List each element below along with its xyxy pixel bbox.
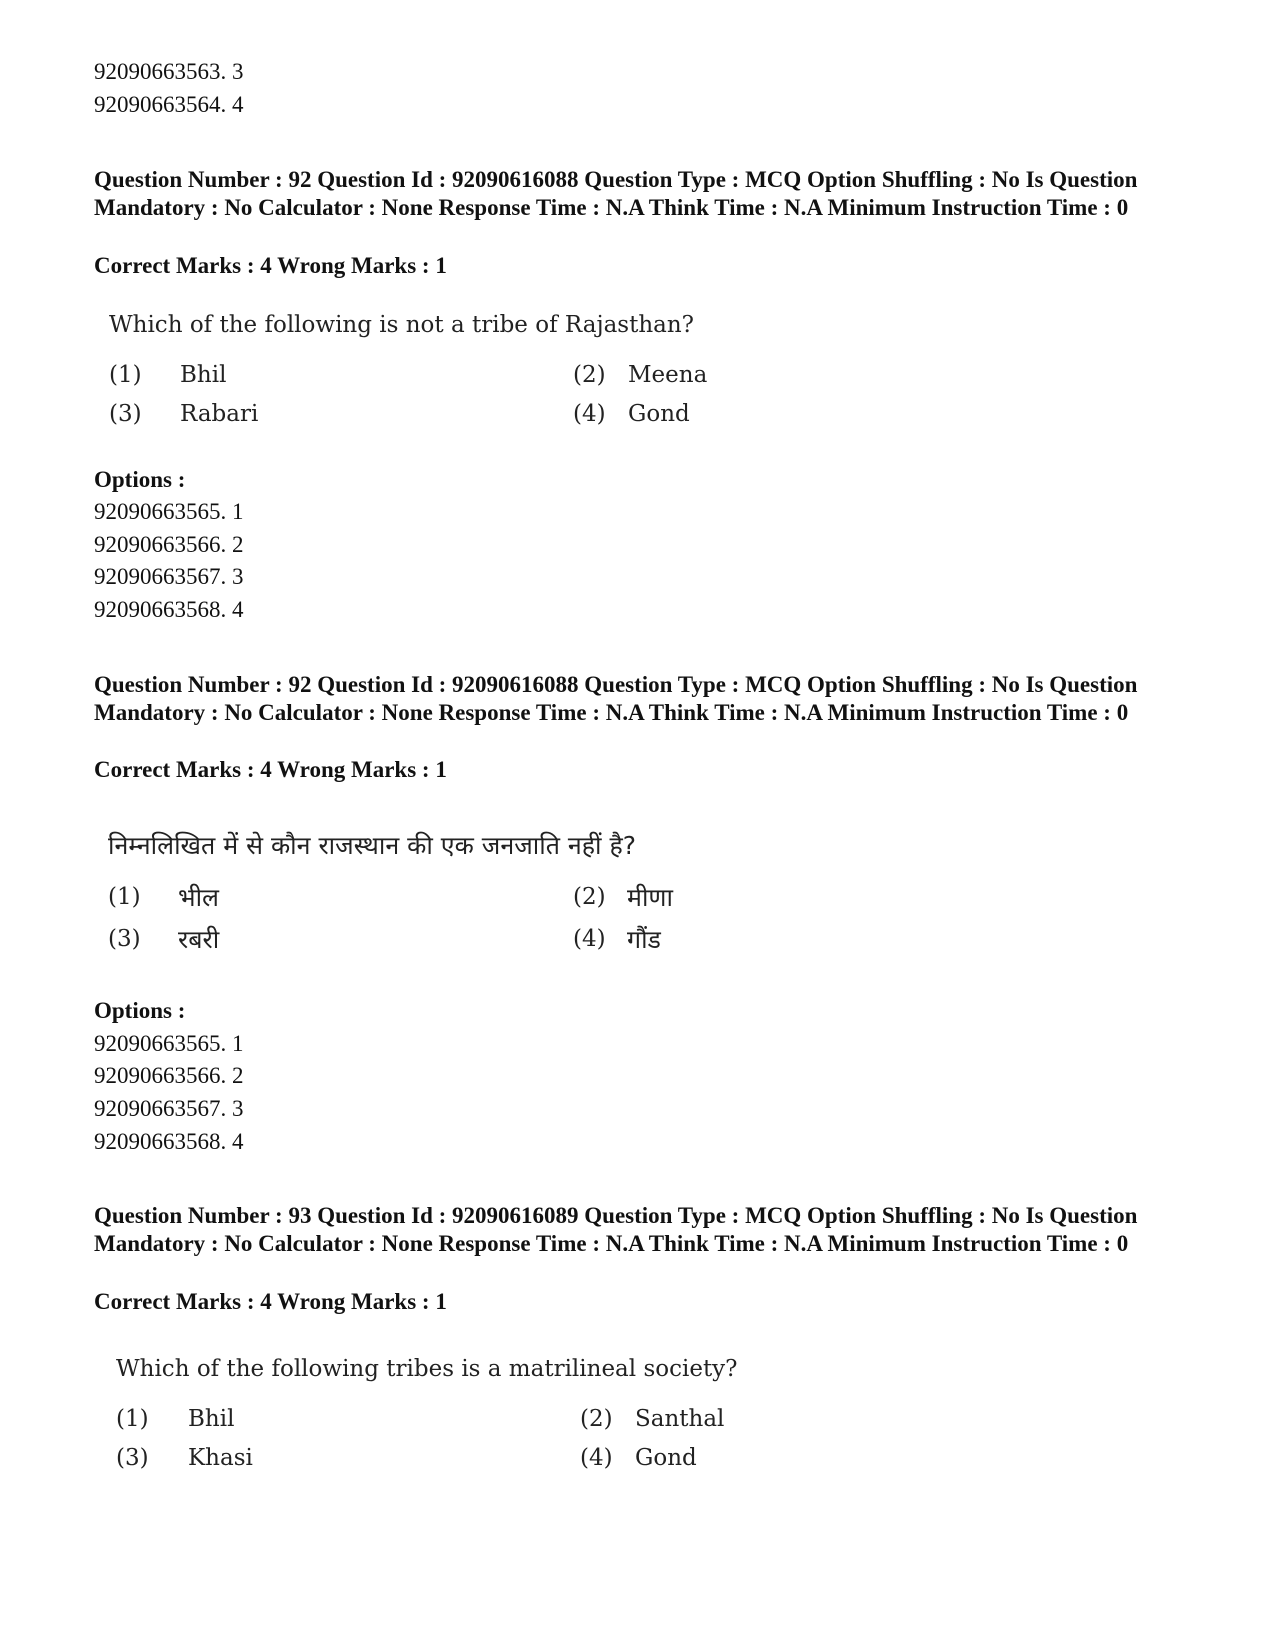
option-line: 92090663564. 4 [94, 92, 244, 117]
choice-number: (1) [116, 1406, 149, 1432]
options-label: Options : [94, 998, 186, 1023]
question-text: Which of the following tribes is a matrilineal society? [116, 1356, 738, 1382]
choice-text: मीणा [627, 883, 673, 912]
option-line: 92090663563. 3 [94, 59, 244, 84]
choice-number: (2) [580, 1406, 613, 1432]
marks-line: Correct Marks : 4 Wrong Marks : 1 [94, 757, 447, 782]
option-line: 92090663568. 4 [94, 1129, 244, 1154]
question-text: निम्नलिखित में से कौन राजस्थान की एक जनजाति नहीं है? [108, 831, 637, 860]
choice-text: Bhil [188, 1406, 235, 1432]
option-line: 92090663567. 3 [94, 564, 244, 589]
choice-number: (4) [580, 1445, 613, 1471]
choice-number: (4) [573, 926, 606, 952]
option-line: 92090663568. 4 [94, 597, 244, 622]
option-line: 92090663566. 2 [94, 1063, 244, 1088]
choice-number: (3) [109, 401, 142, 427]
choice-number: (2) [573, 362, 606, 388]
option-line: 92090663566. 2 [94, 532, 244, 557]
choice-text: गौंड [627, 925, 661, 954]
question-meta: Question Number : 93 Question Id : 92090616089 Question Type : MCQ Option Shuffling : No Is Question Mandatory : No Calculator : None Response Time : N.A Think Time : N.A Minimum Instruction Time : 0 [94, 1203, 1138, 1256]
choice-text: Santhal [635, 1406, 725, 1432]
marks-line: Correct Marks : 4 Wrong Marks : 1 [94, 253, 447, 278]
question-meta: Question Number : 92 Question Id : 92090616088 Question Type : MCQ Option Shuffling : No Is Question Mandatory : No Calculator : None Response Time : N.A Think Time : N.A Minimum Instruction Time : 0 [94, 672, 1138, 725]
choice-number: (1) [108, 884, 141, 910]
choice-text: Gond [628, 401, 690, 427]
choice-number: (2) [573, 884, 606, 910]
question-meta: Question Number : 92 Question Id : 92090616088 Question Type : MCQ Option Shuffling : No Is Question Mandatory : No Calculator : None Response Time : N.A Think Time : N.A Minimum Instruction Time : 0 [94, 167, 1138, 220]
option-line: 92090663567. 3 [94, 1096, 244, 1121]
choice-text: Khasi [188, 1445, 253, 1471]
options-label: Options : [94, 467, 186, 492]
choice-number: (4) [573, 401, 606, 427]
choice-number: (3) [108, 926, 141, 952]
option-line: 92090663565. 1 [94, 1031, 244, 1056]
question-text: Which of the following is not a tribe of Rajasthan? [109, 312, 695, 338]
option-line: 92090663565. 1 [94, 499, 244, 524]
choice-number: (1) [109, 362, 142, 388]
choice-text: भील [178, 883, 220, 912]
choice-text: रबरी [178, 925, 220, 954]
choice-number: (3) [116, 1445, 149, 1471]
choice-text: Meena [628, 362, 708, 388]
choice-text: Gond [635, 1445, 697, 1471]
choice-text: Bhil [180, 362, 227, 388]
marks-line: Correct Marks : 4 Wrong Marks : 1 [94, 1289, 447, 1314]
choice-text: Rabari [180, 401, 259, 427]
